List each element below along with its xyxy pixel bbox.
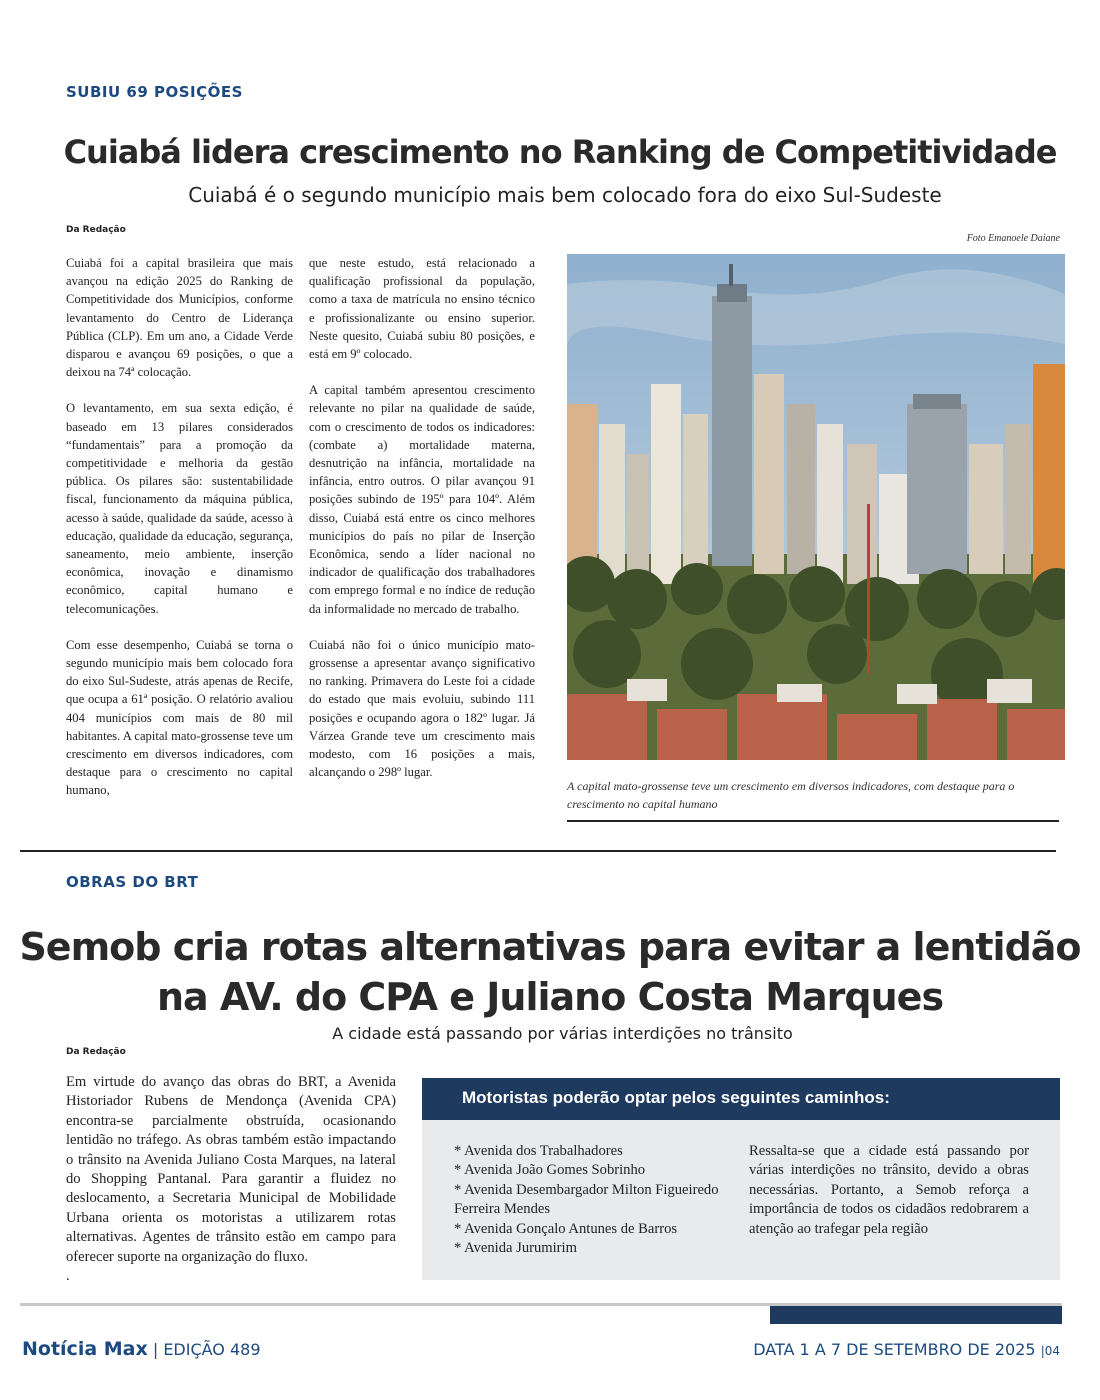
brand-name: Notícia Max: [22, 1338, 148, 1360]
article-column-2: [309, 254, 535, 799]
subheadline: A cidade está passando por várias interdições no trânsito: [332, 1024, 793, 1043]
paragraph: Cuiabá foi a capital brasileira que mais avançou na edição 2025 do Ranking de Competitividade dos Municípios, conforme levantamento do Centro de Liderança Pública (CLP). Em um ano, a Cidade Verde disparou e avançou 69 posições, o que a deixou na 74ª colocação.: [66, 256, 293, 380]
headline-line-2: na AV. do CPA e Juliano Costa Marques: [156, 975, 944, 1019]
paragraph: Com esse desempenho, Cuiabá se torna o segundo município mais bem colocado fora do eixo Sul-Sudeste, atrás apenas de Recife, que ocupa a 61ª posição. O relatório avaliou 404 municípios com mais de 80 mil habitantes. A capital mato-grossense teve um crescimento em diversos indicadores, com destaque para o crescimento no capital humano,: [66, 637, 293, 798]
edition-label: | EDIÇÃO 489: [152, 1340, 261, 1359]
footer-brand: [22, 1338, 261, 1360]
page-number: |04: [1040, 1344, 1060, 1358]
paragraph: Em virtude do avanço das obras do BRT, a Avenida Historiador Rubens de Mendonça (Avenida CPA) encontra-se parcialmente obstruída, ocasionando lentidão no tráfego. As obras também estão impactando o trânsito na Avenida Juliano Costa Marques, na lateral do Shopping Pantanal. Para garantir a fluidez no deslocamento, a Secretaria Municipal de Mobilidade Urbana orienta os motoristas a utilizarem rotas alternativas. Agentes de trânsito estão em campo para oferecer suporte na organização do fluxo.: [66, 1074, 396, 1265]
date-label: DATA 1 A 7 DE SETEMBRO DE 2025: [753, 1340, 1036, 1359]
route-item: * Avenida dos Trabalhadores: [454, 1143, 623, 1159]
paragraph: Cuiabá não foi o único município mato-grossense a apresentar avanço significativo no ranking. Primavera do Leste foi a cidade do estado que mais evoluiu, subindo 111 posições e ocupando agora o 182º lugar. Já Várzea Grande teve um crescimento mais modesto, com 16 posições a mais, alcançando o 298º lugar.: [309, 637, 535, 780]
info-box: [422, 1078, 1060, 1280]
paragraph: A capital também apresentou crescimento relevante no pilar na qualidade de saúde, com o crescimento de todos os indicadores: (combate a) mortalidade materna, desnutrição na infância, mortalidade na infância, entro outros. O pilar avançou 91 posições subindo de 195º para 104º. Além disso, Cuiabá está entre os cinco melhores municípios do país no pilar de Inserção Econômica, sendo a líder nacional no indicador de qualificação dos trabalhadores com emprego formal e no índice de redução da informalidade no mercado de trabalho.: [309, 383, 535, 616]
subheadline: Cuiabá é o segundo município mais bem colocado fora do eixo Sul-Sudeste: [188, 183, 942, 207]
photo-caption: A capital mato-grossense teve um crescimento em diversos indicadores, com destaque para o crescimento no capital humano: [567, 779, 1015, 811]
footer-bar: [770, 1306, 1062, 1324]
route-item: * Avenida Desembargador Milton Figueiredo Ferreira Mendes: [454, 1181, 719, 1218]
route-item: * Avenida Jurumirim: [454, 1240, 577, 1257]
photo-credit: Foto Emanoele Daiane: [966, 233, 1060, 244]
byline: Da Redação: [66, 1047, 126, 1057]
caption-rule: [567, 820, 1059, 822]
footer-date: [753, 1340, 1060, 1359]
route-item: * Avenida Gonçalo Antunes de Barros: [454, 1220, 678, 1237]
section-kicker: SUBIU 69 POSIÇÕES: [66, 83, 243, 101]
headline-line-1: Semob cria rotas alternativas para evitar a lentidão: [19, 925, 1081, 969]
byline: Da Redação: [66, 225, 126, 235]
city-skyline-photo: [567, 254, 1065, 760]
paragraph-end: .: [66, 1268, 70, 1285]
headline: Cuiabá lidera crescimento no Ranking de Competitividade: [63, 133, 1057, 171]
paragraph: que neste estudo, está relacionado a qualificação profissional da população, como a taxa de matrícula no ensino técnico e profissionalizante ou ensino superior. Neste quesito, Cuiabá subiu 80 posições, e está em 9º colocado.: [309, 256, 535, 362]
article-body: [66, 1073, 396, 1286]
section-kicker: OBRAS DO BRT: [66, 873, 199, 891]
article-column-1: [66, 254, 293, 818]
section-divider: [20, 850, 1056, 852]
info-box-text: Ressalta-se que a cidade está passando por várias interdições no trânsito, devido a obras necessárias. Portanto, a Semob reforça a importância de todos os cidadãos redobrarem a atenção ao trafegar pela região: [749, 1143, 1029, 1237]
info-box-title: Motoristas poderão optar pelos seguintes caminhos:: [422, 1078, 1060, 1120]
route-item: * Avenida João Gomes Sobrinho: [454, 1162, 646, 1179]
routes-list: [454, 1142, 754, 1258]
paragraph: O levantamento, em sua sexta edição, é baseado em 13 pilares considerados “fundamentais” para a promoção da competitividade e melhoria da gestão pública. Os pilares são: sustentabilidade fiscal, funcionamento da máquina pública, acesso à saúde, qualidade da saúde, acesso à educação, qualidade da educação, segurança, saneamento, meio ambiente, inserção econômica, inovação e dinamismo econômico, capital humano e telecomunicações.: [66, 401, 293, 616]
